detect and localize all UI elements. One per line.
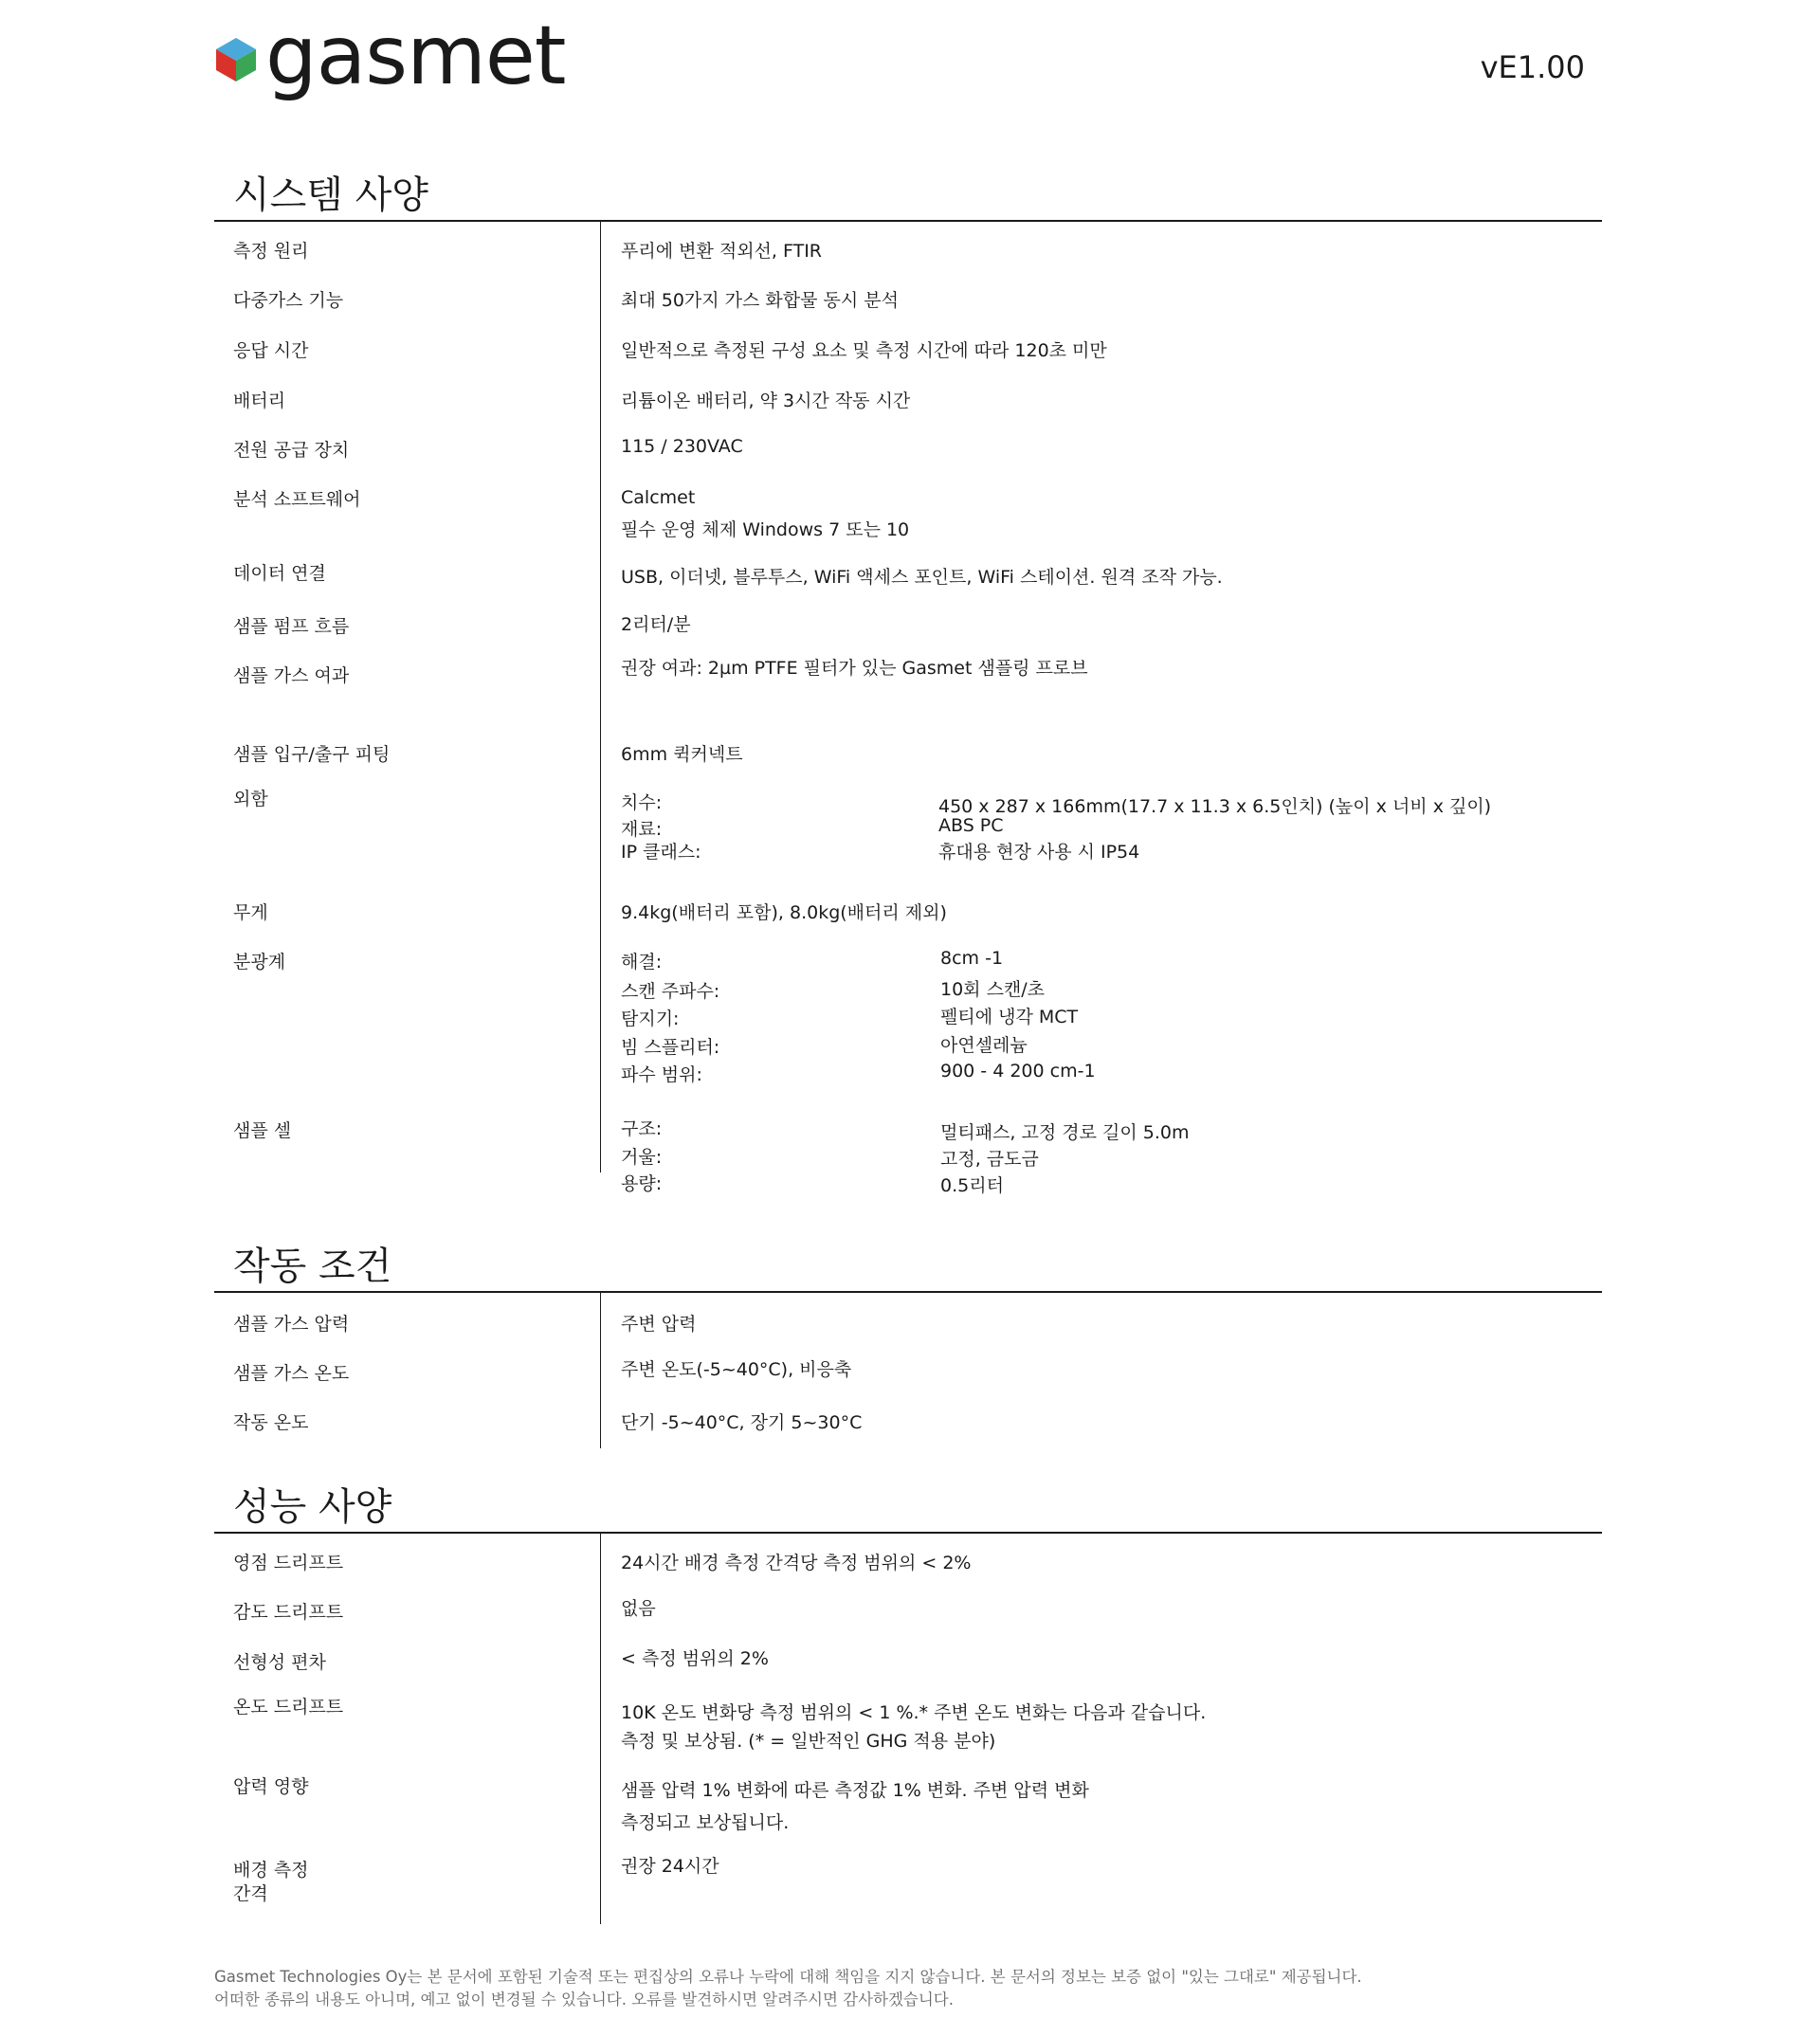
row-value: 주변 압력 — [621, 1314, 697, 1335]
gasmet-logo — [214, 9, 566, 103]
spec-value: 900 - 4 200 cm-1 — [940, 1061, 1096, 1082]
spec-key: 탐지기: — [621, 1009, 680, 1029]
logo-wordmark: gasmet — [265, 9, 566, 103]
row-value: 리튬이온 배터리, 약 3시간 작동 시간 — [621, 391, 911, 411]
spec-key: IP 클래스: — [621, 842, 701, 863]
spec-value: 450 x 287 x 166mm(17.7 x 11.3 x 6.5인치) (높이 x 너비 x 깊이) — [938, 796, 1492, 817]
row-value-line2: 필수 운영 체제 Windows 7 또는 10 — [621, 519, 910, 540]
page-header — [0, 0, 1820, 133]
spec-key: 치수: — [621, 792, 663, 813]
row-value: 없음 — [621, 1598, 656, 1619]
row-label: 샘플 가스 온도 — [233, 1363, 350, 1384]
row-value: 115 / 230VAC — [621, 436, 743, 457]
row-label: 분광계 — [233, 952, 286, 973]
row-label: 샘플 셀 — [233, 1120, 292, 1141]
row-label: 압력 영향 — [233, 1776, 309, 1797]
spec-value: 아연셀레늄 — [940, 1035, 1028, 1056]
row-value: < 측정 범위의 2% — [621, 1648, 769, 1669]
row-value: 주변 온도(-5~40°C), 비응축 — [621, 1359, 852, 1380]
spec-value: 휴대용 현장 사용 시 IP54 — [938, 842, 1140, 863]
row-label: 데이터 연결 — [233, 563, 326, 584]
row-label: 전원 공급 장치 — [233, 440, 350, 461]
disclaimer-footer — [214, 1966, 1362, 2011]
version-label: vE1.00 — [1480, 49, 1585, 85]
row-label: 샘플 가스 여과 — [233, 665, 350, 686]
row-label: 다중가스 기능 — [233, 290, 344, 311]
spec-key: 구조: — [621, 1118, 663, 1139]
row-value: 권장 24시간 — [621, 1856, 719, 1877]
row-value: USB, 이더넷, 블루투스, WiFi 액세스 포인트, WiFi 스테이션. 원격 조작 가능. — [621, 567, 1223, 588]
section-rule — [214, 1291, 1602, 1293]
column-divider — [600, 1533, 601, 1924]
disclaimer-line: 어떠한 종류의 내용도 아니며, 예고 없이 변경될 수 있습니다. 오류를 발견하시면 알려주시면 감사하겠습니다. — [214, 1991, 954, 2009]
row-label: 무게 — [233, 902, 268, 923]
spec-key: 빔 스플리터: — [621, 1037, 720, 1058]
spec-value: 8cm -1 — [940, 948, 1004, 969]
section-rule — [214, 1532, 1602, 1534]
row-label: 배터리 — [233, 391, 286, 411]
row-value: 단기 -5~40°C, 장기 5~30°C — [621, 1412, 863, 1433]
section-title: 시스템 사양 — [233, 173, 428, 217]
spec-key: 거울: — [621, 1147, 663, 1168]
row-label: 작동 온도 — [233, 1412, 309, 1433]
section-title: 성능 사양 — [233, 1485, 392, 1529]
row-value: 24시간 배경 측정 간격당 측정 범위의 < 2% — [621, 1553, 972, 1573]
column-divider — [600, 221, 601, 1173]
section-rule — [214, 220, 1602, 222]
row-label: 분석 소프트웨어 — [233, 489, 361, 510]
row-label: 배경 측정 — [233, 1860, 309, 1881]
spec-value: ABS PC — [938, 815, 1004, 836]
column-divider — [600, 1292, 601, 1448]
spec-key: 스캔 주파수: — [621, 981, 720, 1002]
spec-value: 펠티에 냉각 MCT — [940, 1007, 1079, 1027]
row-value: 일반적으로 측정된 구성 요소 및 측정 시간에 따라 120초 미만 — [621, 340, 1107, 361]
row-label: 감도 드리프트 — [233, 1602, 344, 1623]
row-value: 6mm 퀵커넥트 — [621, 744, 743, 765]
row-label-line2: 간격 — [233, 1883, 268, 1904]
row-label: 영점 드리프트 — [233, 1553, 344, 1573]
performance-spec-section — [214, 1482, 1602, 1937]
row-label: 응답 시간 — [233, 340, 309, 361]
row-value: Calcmet — [621, 487, 696, 508]
row-label: 샘플 가스 압력 — [233, 1314, 350, 1335]
row-value-line2: 측정되고 보상됩니다. — [621, 1812, 790, 1833]
spec-key: 재료: — [621, 819, 663, 840]
row-label: 샘플 펌프 흐름 — [233, 616, 350, 637]
row-label: 샘플 입구/출구 피팅 — [233, 744, 391, 765]
spec-key: 파수 범위: — [621, 1064, 702, 1085]
row-label: 온도 드리프트 — [233, 1697, 344, 1718]
disclaimer-line: Gasmet Technologies Oy는 본 문서에 포함된 기술적 또는 편집상의 오류나 누락에 대해 책임을 지지 않습니다. 본 문서의 정보는 보증 없이 "있는 그대로" 제공됩니다. — [214, 1968, 1362, 1986]
spec-value: 고정, 금도금 — [940, 1149, 1039, 1170]
gasmet-cube-icon — [214, 36, 258, 83]
row-value: 10K 온도 변화당 측정 범위의 < 1 %.* 주변 온도 변화는 다음과 같습니다. — [621, 1702, 1207, 1723]
row-label: 외함 — [233, 789, 268, 809]
row-value: 2리터/분 — [621, 614, 691, 635]
row-value: 최대 50가지 가스 화합물 동시 분석 — [621, 290, 899, 311]
spec-value: 0.5리터 — [940, 1175, 1004, 1196]
system-spec-section — [214, 171, 1602, 1213]
spec-key: 용량: — [621, 1173, 663, 1194]
operating-conditions-section — [214, 1244, 1602, 1452]
row-value-line2: 측정 및 보상됨. (* = 일반적인 GHG 적용 분야) — [621, 1731, 996, 1752]
row-label: 측정 원리 — [233, 241, 309, 262]
row-value: 9.4kg(배터리 포함), 8.0kg(배터리 제외) — [621, 902, 947, 923]
section-title: 작동 조건 — [233, 1245, 392, 1288]
spec-value: 멀티패스, 고정 경로 길이 5.0m — [940, 1122, 1190, 1143]
spec-key: 해결: — [621, 952, 663, 973]
spec-value: 10회 스캔/초 — [940, 979, 1046, 1000]
row-value: 푸리에 변환 적외선, FTIR — [621, 241, 822, 262]
row-value: 샘플 압력 1% 변화에 따른 측정값 1% 변화. 주변 압력 변화 — [621, 1780, 1089, 1801]
row-label: 선형성 편차 — [233, 1652, 326, 1673]
row-value: 권장 여과: 2µm PTFE 필터가 있는 Gasmet 샘플링 프로브 — [621, 658, 1088, 679]
